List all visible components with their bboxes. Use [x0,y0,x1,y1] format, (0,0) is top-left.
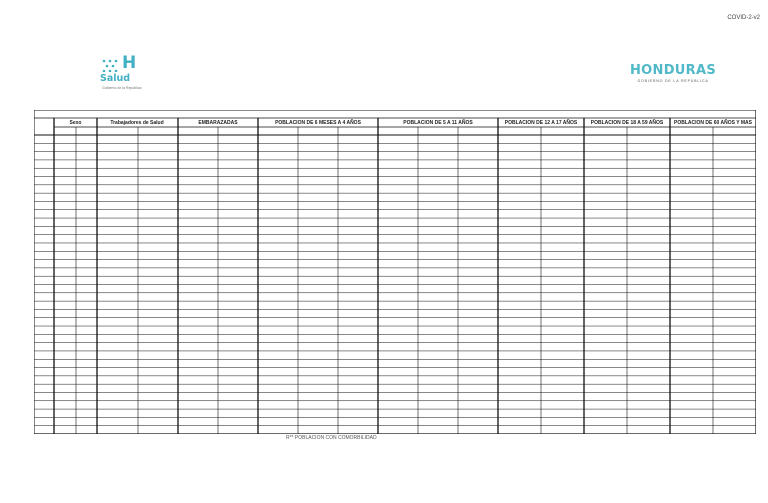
header-6-meses-4-anos: POBLACION DE 6 MESES A 4 AÑOS [275,120,361,126]
header-18-59-anos: POBLACION DE 18 A 59 AÑOS [590,120,664,126]
honduras-logo-word: HONDURAS [630,63,716,78]
salud-logo [100,53,160,92]
header-trabajadores-salud: Trabajadores de Salud [110,120,164,126]
register-table [34,110,756,434]
salud-logo-sub: Gobierno de la República [102,86,142,90]
table-grid [34,110,756,434]
salud-logo-word: Salud [100,73,131,84]
honduras-logo [626,64,720,83]
header-60-mas: POBLACION DE 60 AÑOS Y MAS [674,120,752,126]
header-sexo: Sexo [69,120,82,126]
salud-logo-mark: H [122,53,137,73]
header-5-11-anos: POBLACION DE 5 A 11 AÑOS [403,120,473,126]
footnote: R** POBLACION CON COMORBILIDAD [286,435,377,441]
honduras-logo-sub: GOBIERNO DE LA REPÚBLICA [637,79,709,83]
header-12-17-anos: POBLACION DE 12 A 17 AÑOS [504,120,578,126]
form-code: COVID-2-v2 [727,15,760,21]
header-embarazadas: EMBARAZADAS [198,120,238,126]
